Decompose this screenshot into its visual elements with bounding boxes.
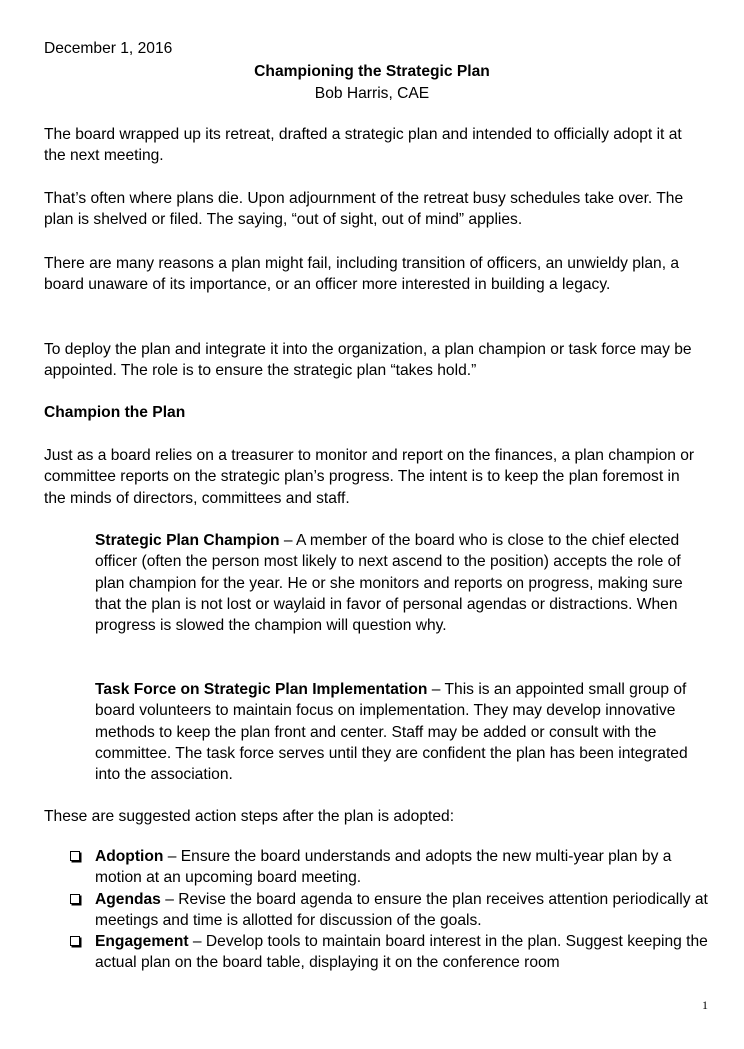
section-intro: Just as a board relies on a treasurer to monitor and report on the finances, a plan champion or committee reports on the strategic plan’s progress. The intent is to keep the plan foremost in the minds of directors, committees and staff. <box>44 447 695 507</box>
list-item <box>68 931 708 974</box>
step-term: Engagement <box>95 933 189 951</box>
list-item <box>68 889 708 932</box>
role-description: – A member of the board who is close to the chief elected officer (often the person most likely to next ascend to the position) accepts the role of plan champion for the year. He or she monitors and reports on progress, making sure that the plan is not lost or waylaid in favor of personal agendas or distractions. When progress is slowed the champion will question why. <box>95 532 683 635</box>
document-title: Championing the Strategic Plan <box>254 63 490 80</box>
step-description: – Develop tools to maintain board interest in the plan. Suggest keeping the actual plan on the board table, displaying it on the conference room <box>95 933 708 972</box>
list-item <box>68 846 708 889</box>
document-author: Bob Harris, CAE <box>314 85 430 102</box>
paragraph-reasons: There are many reasons a plan might fail, including transition of officers, an unwieldy plan, a board unaware of its importance, or an officer more interested in building a legacy. <box>44 255 680 294</box>
role-term: Task Force on Strategic Plan Implementation <box>95 681 428 698</box>
checkbox-bullet-icon <box>70 894 80 904</box>
checkbox-bullet-icon <box>70 851 80 861</box>
step-description: – Revise the board agenda to ensure the plan receives attention periodically at meetings and time is allotted for discussion of the goals. <box>95 890 708 929</box>
checkbox-bullet-icon <box>70 936 80 946</box>
action-steps-list <box>68 846 708 974</box>
paragraph-plans-die: That’s often where plans die. Upon adjournment of the retreat busy schedules take over. The plan is shelved or filed. The saying, “out of sight, out of mind” applies. <box>44 190 684 229</box>
step-term: Agendas <box>95 890 161 908</box>
steps-intro: These are suggested action steps after the plan is adopted: <box>44 808 455 825</box>
role-champion <box>95 530 707 636</box>
document-date: December 1, 2016 <box>44 40 173 57</box>
section-heading: Champion the Plan <box>44 404 186 421</box>
role-task-force <box>95 679 707 785</box>
paragraph-retreat: The board wrapped up its retreat, drafted a strategic plan and intended to officially adopt it at the next meeting. <box>44 126 682 165</box>
step-term: Adoption <box>95 848 164 865</box>
role-description: – This is an appointed small group of board volunteers to maintain focus on implementation. They may develop innovative methods to keep the plan front and center. Staff may be added or consult with the committee. The task force serves until they are confident the plan has been integrated into the association. <box>95 681 688 784</box>
page-number: 1 <box>702 998 708 1012</box>
step-description: – Ensure the board understands and adopts the new multi-year plan by a motion at an upcoming board meeting. <box>95 848 672 887</box>
role-term: Strategic Plan Champion <box>95 532 280 549</box>
paragraph-deploy: To deploy the plan and integrate it into the organization, a plan champion or task force may be appointed. The role is to ensure the strategic plan “takes hold.” <box>44 341 692 380</box>
